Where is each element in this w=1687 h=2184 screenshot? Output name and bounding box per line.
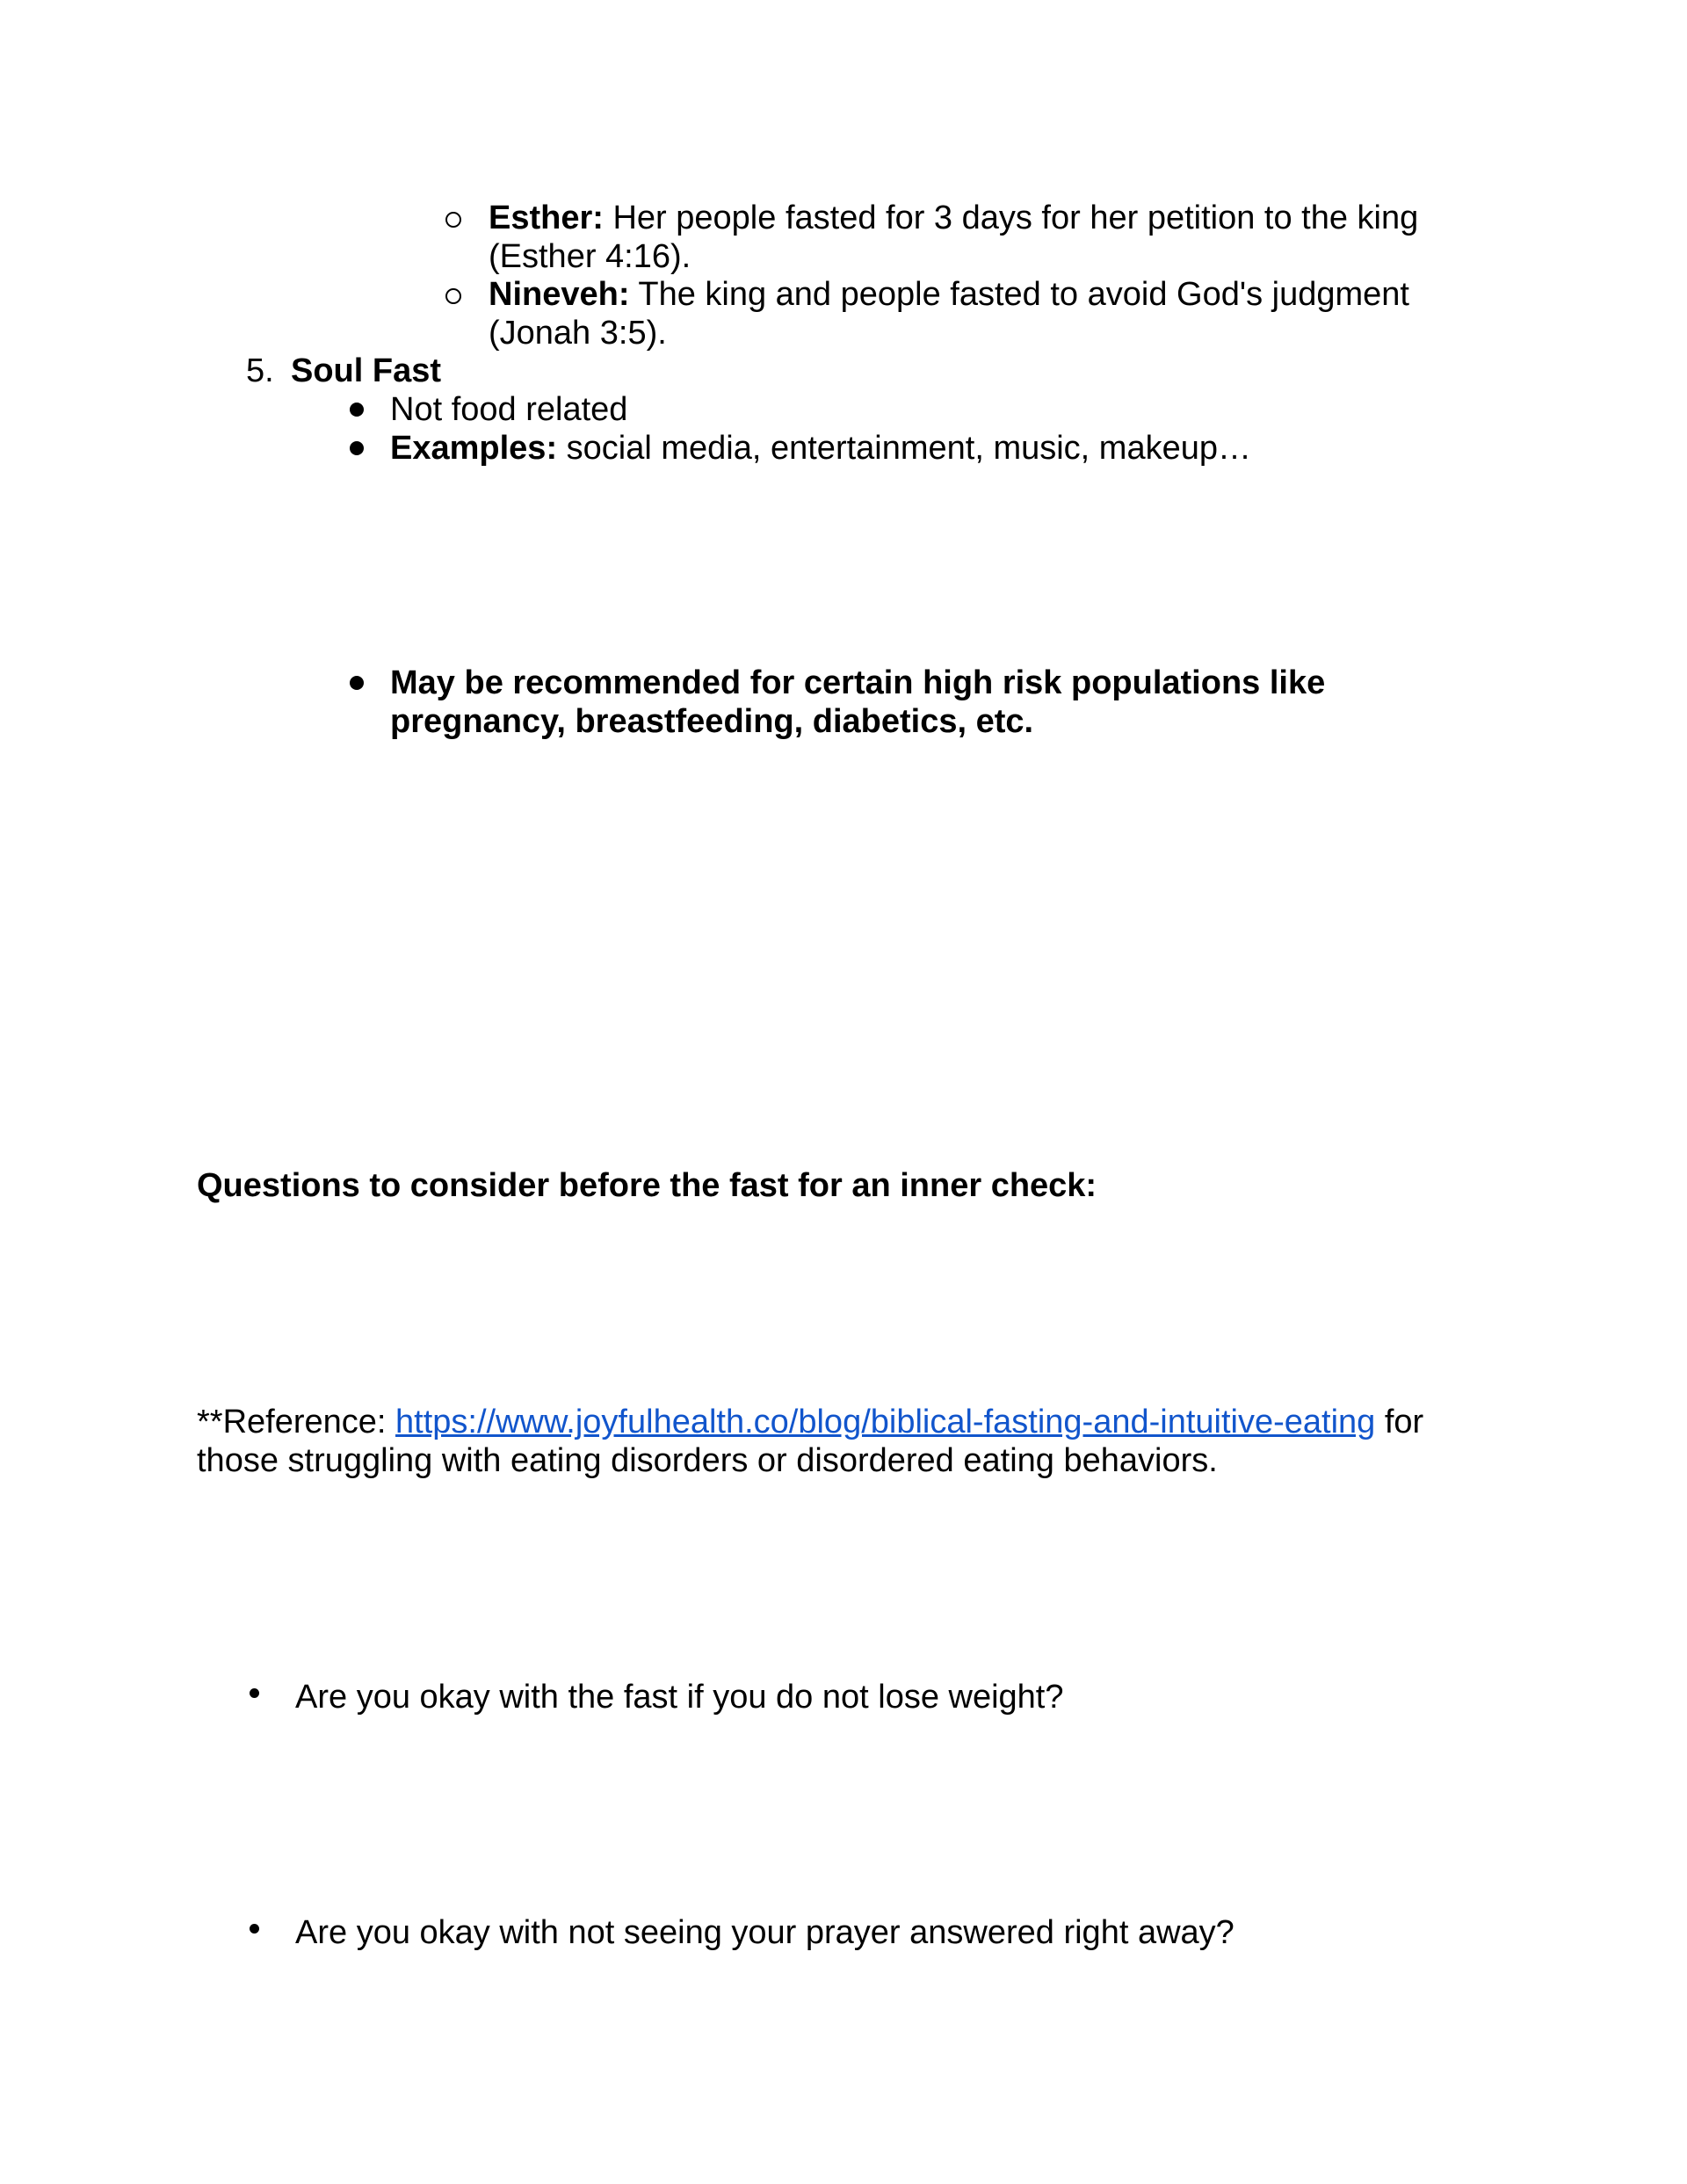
hollow-bullet-icon bbox=[445, 212, 461, 228]
esther-line-1 bbox=[489, 199, 1418, 237]
nineveh-line-2: (Jonah 3:5). bbox=[489, 315, 667, 352]
bullet-icon bbox=[350, 441, 364, 455]
bullet-icon bbox=[250, 1924, 259, 1934]
bullet-icon bbox=[250, 1688, 259, 1698]
questions-heading: Questions to consider before the fast for an inner check: bbox=[197, 1167, 1097, 1204]
reference-suffix: for bbox=[1375, 1404, 1424, 1440]
esther-text: Her people fasted for 3 days for her petition to the king bbox=[612, 200, 1419, 236]
soul-fast-title: Soul Fast bbox=[291, 352, 442, 389]
nineveh-text: The king and people fasted to avoid God's judgment bbox=[638, 276, 1409, 313]
nineveh-line-1 bbox=[489, 275, 1409, 314]
soul-fast-bullet-2 bbox=[390, 429, 1251, 468]
question-item: Are you okay with not seeing your prayer answered right away? bbox=[295, 1914, 1234, 1951]
nineveh-label: Nineveh: bbox=[489, 276, 630, 313]
esther-label: Esther: bbox=[489, 200, 604, 236]
soul-fast-bullet-3-line-2: pregnancy, breastfeeding, diabetics, etc. bbox=[390, 703, 1034, 740]
bullet-icon bbox=[350, 676, 364, 690]
soul-fast-bullet-3-line-1: May be recommended for certain high risk populations like bbox=[390, 664, 1326, 701]
reference-link[interactable]: https://www.joyfulhealth.co/blog/biblical-fasting-and-intuitive-eating bbox=[395, 1404, 1376, 1440]
soul-fast-bullet-1: Not food related bbox=[390, 391, 628, 428]
bullet-icon bbox=[350, 403, 364, 417]
examples-text: social media, entertainment, music, makeup… bbox=[566, 430, 1251, 467]
examples-label: Examples: bbox=[390, 430, 558, 467]
hollow-bullet-icon bbox=[445, 288, 461, 304]
esther-line-2: (Esther 4:16). bbox=[489, 238, 691, 275]
reference-line-2: those struggling with eating disorders or disordered eating behaviors. bbox=[197, 1442, 1218, 1479]
question-item: Are you okay with the fast if you do not lose weight? bbox=[295, 1679, 1064, 1716]
soul-fast-number: 5. bbox=[246, 352, 274, 389]
reference-prefix: **Reference: bbox=[197, 1404, 396, 1440]
reference-line-1 bbox=[197, 1403, 1423, 1441]
